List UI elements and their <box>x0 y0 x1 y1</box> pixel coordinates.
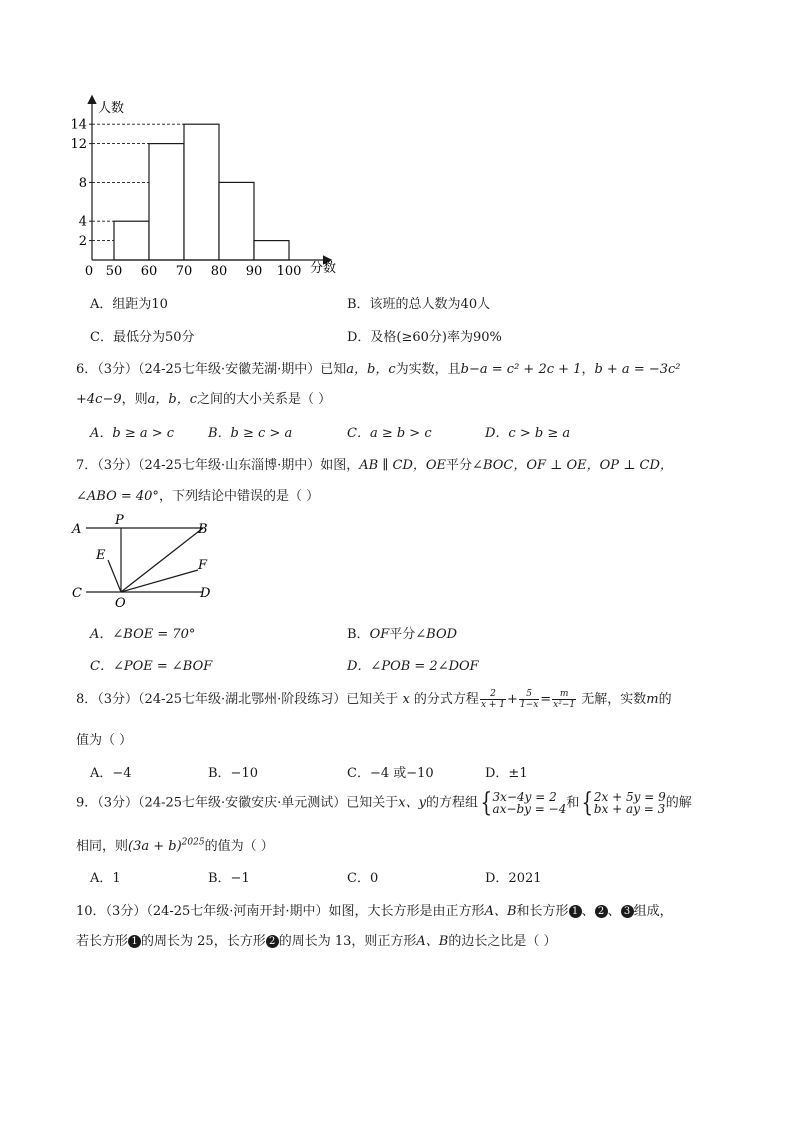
q10-line2d: 的边长之比是（ ） <box>448 934 557 949</box>
q9-line2b: 的值为（ ） <box>204 839 274 854</box>
q10-circled-2b: 2 <box>266 935 279 948</box>
q10-line1b: 和长方形 <box>516 904 569 919</box>
q7-line2b: ，下列结论中错误的是（ ） <box>158 489 320 504</box>
histogram-bar-70-80 <box>184 124 219 260</box>
q7-cond2: ∠BOC，OF ⊥ OE，OP ⊥ CD， <box>472 458 673 473</box>
q6-option-c: C．a ≥ b > c <box>347 426 432 441</box>
label-o: O <box>115 596 126 611</box>
q10-line1a: 10．（3分）（24-25七年级·河南开封·期中）如图，大长方形是由正方形 <box>76 904 485 919</box>
q10-line2b: 的周长为 25，长方形 <box>141 934 266 949</box>
q9-option-a: A．1 <box>90 871 121 886</box>
x-tick-label-90: 90 <box>245 264 263 279</box>
x-tick-label-80: 80 <box>210 264 228 279</box>
q6-option-a: A．b ≥ a > c <box>90 426 175 441</box>
q6-option-b: B．b ≥ c > a <box>208 426 293 441</box>
x-axis-label: 分数 <box>310 261 337 276</box>
q8-frac2: $\frac{5}{1-x}$ <box>519 689 539 710</box>
q7-option-b-prefix: B． <box>347 627 370 642</box>
q6-mid: 为实数，且 <box>395 362 461 377</box>
q7-option-d: D．∠POB = 2∠DOF <box>347 659 479 674</box>
q8-mid: 的分式方程 <box>413 692 479 707</box>
q10-ab-2: A、B <box>416 934 449 949</box>
q7-cond1: AB ∥ CD，OE <box>359 458 447 473</box>
segment-of <box>121 570 198 592</box>
segment-oe <box>108 560 121 592</box>
q9-and: 和 <box>566 795 580 811</box>
q6-eq1: b−a = c² + 2c + 1 <box>460 362 582 377</box>
q5-option-c: C．最低分为50分 <box>90 330 195 345</box>
q8-option-d: D．±1 <box>485 766 528 781</box>
q6-head: 6．（3分）（24-25七年级·安徽芜湖·期中）已知 <box>76 362 347 377</box>
q6-line2b: ，则 <box>121 392 148 407</box>
segment-ob <box>121 528 203 592</box>
label-f: F <box>198 558 208 573</box>
q7-option-b-mid: 平分 <box>389 627 416 642</box>
q7-option-c: C．∠POE = ∠BOF <box>90 659 213 674</box>
q8-frac3: $\frac{m}{\text{x²−1}}$ <box>553 689 576 710</box>
q5-option-a: A．组距为10 <box>90 297 168 312</box>
y-tick-label-4: 4 <box>78 214 87 230</box>
q7-stem-line1 <box>76 454 673 473</box>
q9-system1: 3x−4y = 2 ax−by = −4 <box>492 790 567 816</box>
q8-eq: = <box>540 692 552 707</box>
label-e: E <box>96 548 106 563</box>
q8-plus: + <box>507 692 518 707</box>
q6-line2c: a，b，c <box>147 392 197 407</box>
q9-stem-line2 <box>76 835 274 854</box>
q9-option-b: B．−1 <box>208 871 250 886</box>
q10-line2a: 若长方形 <box>76 934 129 949</box>
q6-line2a: +4c−9 <box>76 392 122 407</box>
q10-line1c: 组成， <box>633 904 673 919</box>
histogram-bar-60-70 <box>149 144 184 260</box>
q10-sep1: 、 <box>581 904 595 919</box>
histogram-bar-50-60 <box>114 221 149 260</box>
q8-option-c: C．−4 或−10 <box>347 766 434 781</box>
q6-stem-line1 <box>76 358 681 377</box>
q8-frac1: $\frac{2}{x + 1}$ <box>480 689 506 710</box>
q9-tail: 的解 <box>665 795 692 811</box>
q10-circled-3: 3 <box>621 905 634 918</box>
q7-head: 7．（3分）（24-25七年级·山东淄博·期中）如图， <box>76 458 360 473</box>
q8-option-a: A．−4 <box>90 766 132 781</box>
q9-option-d: D．2021 <box>485 871 542 886</box>
q10-circled-1b: 1 <box>128 935 141 948</box>
q7-stem-line2 <box>76 485 319 504</box>
q8-var-x: x <box>402 692 410 707</box>
q8-head: 8．（3分）（24-25七年级·湖北鄂州·阶段练习）已知关于 <box>76 692 399 707</box>
q10-circled-1: 1 <box>569 905 582 918</box>
q9-vars: x、y <box>398 795 426 811</box>
q7-mid1: 平分 <box>446 458 473 473</box>
q9-exponent: 2025 <box>181 837 205 848</box>
label-b: B <box>198 522 208 537</box>
label-p: P <box>115 513 124 528</box>
q8-stem-line2: 值为（ ） <box>76 733 133 748</box>
x-tick-label-0: 0 <box>84 264 94 279</box>
q6-stem-line2 <box>76 388 331 407</box>
histogram-chart <box>60 92 360 287</box>
q7-option-b-m2: ∠BOD <box>415 627 458 642</box>
q9-option-c: C．0 <box>347 871 379 886</box>
q6-eq2: b + a = −3c² <box>594 362 681 377</box>
q9-line2a: 相同，则 <box>76 839 129 854</box>
q7-option-b-m1: OF <box>369 627 390 642</box>
q6-line2d: 之间的大小关系是（ ） <box>196 392 332 407</box>
y-tick-label-8: 8 <box>78 175 87 191</box>
y-tick-label-2: 2 <box>78 234 87 250</box>
q6-comma: ， <box>581 362 595 377</box>
q9-head: 9．（3分）（24-25七年级·安徽安庆·单元测试）已知关于 <box>76 795 399 811</box>
q10-ab: A、B <box>484 904 517 919</box>
q6-vars: a，b，c <box>346 362 396 377</box>
x-tick-label-50: 50 <box>105 264 123 279</box>
q10-sep2: 、 <box>607 904 621 919</box>
q9-brace2: { <box>581 788 594 818</box>
q8-var-m: m <box>646 692 659 707</box>
x-tick-label-100: 100 <box>276 264 302 279</box>
q8-stem-line1 <box>76 688 672 710</box>
label-c: C <box>72 586 82 601</box>
q10-line2c: 的周长为 13，则正方形 <box>278 934 417 949</box>
y-tick-label-14: 14 <box>70 117 87 133</box>
q7-option-a: A．∠BOE = 70° <box>90 627 196 642</box>
histogram-bar-90-100 <box>254 241 289 260</box>
x-tick-label-70: 70 <box>175 264 193 279</box>
q6-option-d: D．c > b ≥ a <box>485 426 571 441</box>
label-a: A <box>72 522 82 537</box>
q8-option-b: B．−10 <box>208 766 258 781</box>
q10-stem-line1 <box>76 900 673 919</box>
q7-line2: ∠ABO = 40° <box>76 489 159 504</box>
q7-option-b <box>347 623 457 642</box>
x-tick-label-60: 60 <box>140 264 158 279</box>
q9-expr: (3a + b) <box>128 839 182 854</box>
q8-tail2: 的 <box>658 692 672 707</box>
y-axis-label: 人数 <box>98 101 125 116</box>
q7-geometry-figure <box>68 512 228 612</box>
q9-mid: 的方程组 <box>425 795 478 811</box>
q9-stem-line1 <box>76 790 692 816</box>
histogram-bar-80-90 <box>219 182 254 260</box>
label-d: D <box>200 586 211 601</box>
q9-system2: 2x + 5y = 9 bx + ay = 3 <box>593 790 666 816</box>
q10-circled-2: 2 <box>595 905 608 918</box>
q5-option-b: B．该班的总人数为40人 <box>347 297 491 312</box>
q10-stem-line2 <box>76 930 556 949</box>
y-tick-label-12: 12 <box>70 137 87 153</box>
q8-tail: 无解，实数 <box>581 692 647 707</box>
q5-option-d: D．及格(≥60分)率为90% <box>347 330 502 345</box>
q9-brace1: { <box>480 788 493 818</box>
